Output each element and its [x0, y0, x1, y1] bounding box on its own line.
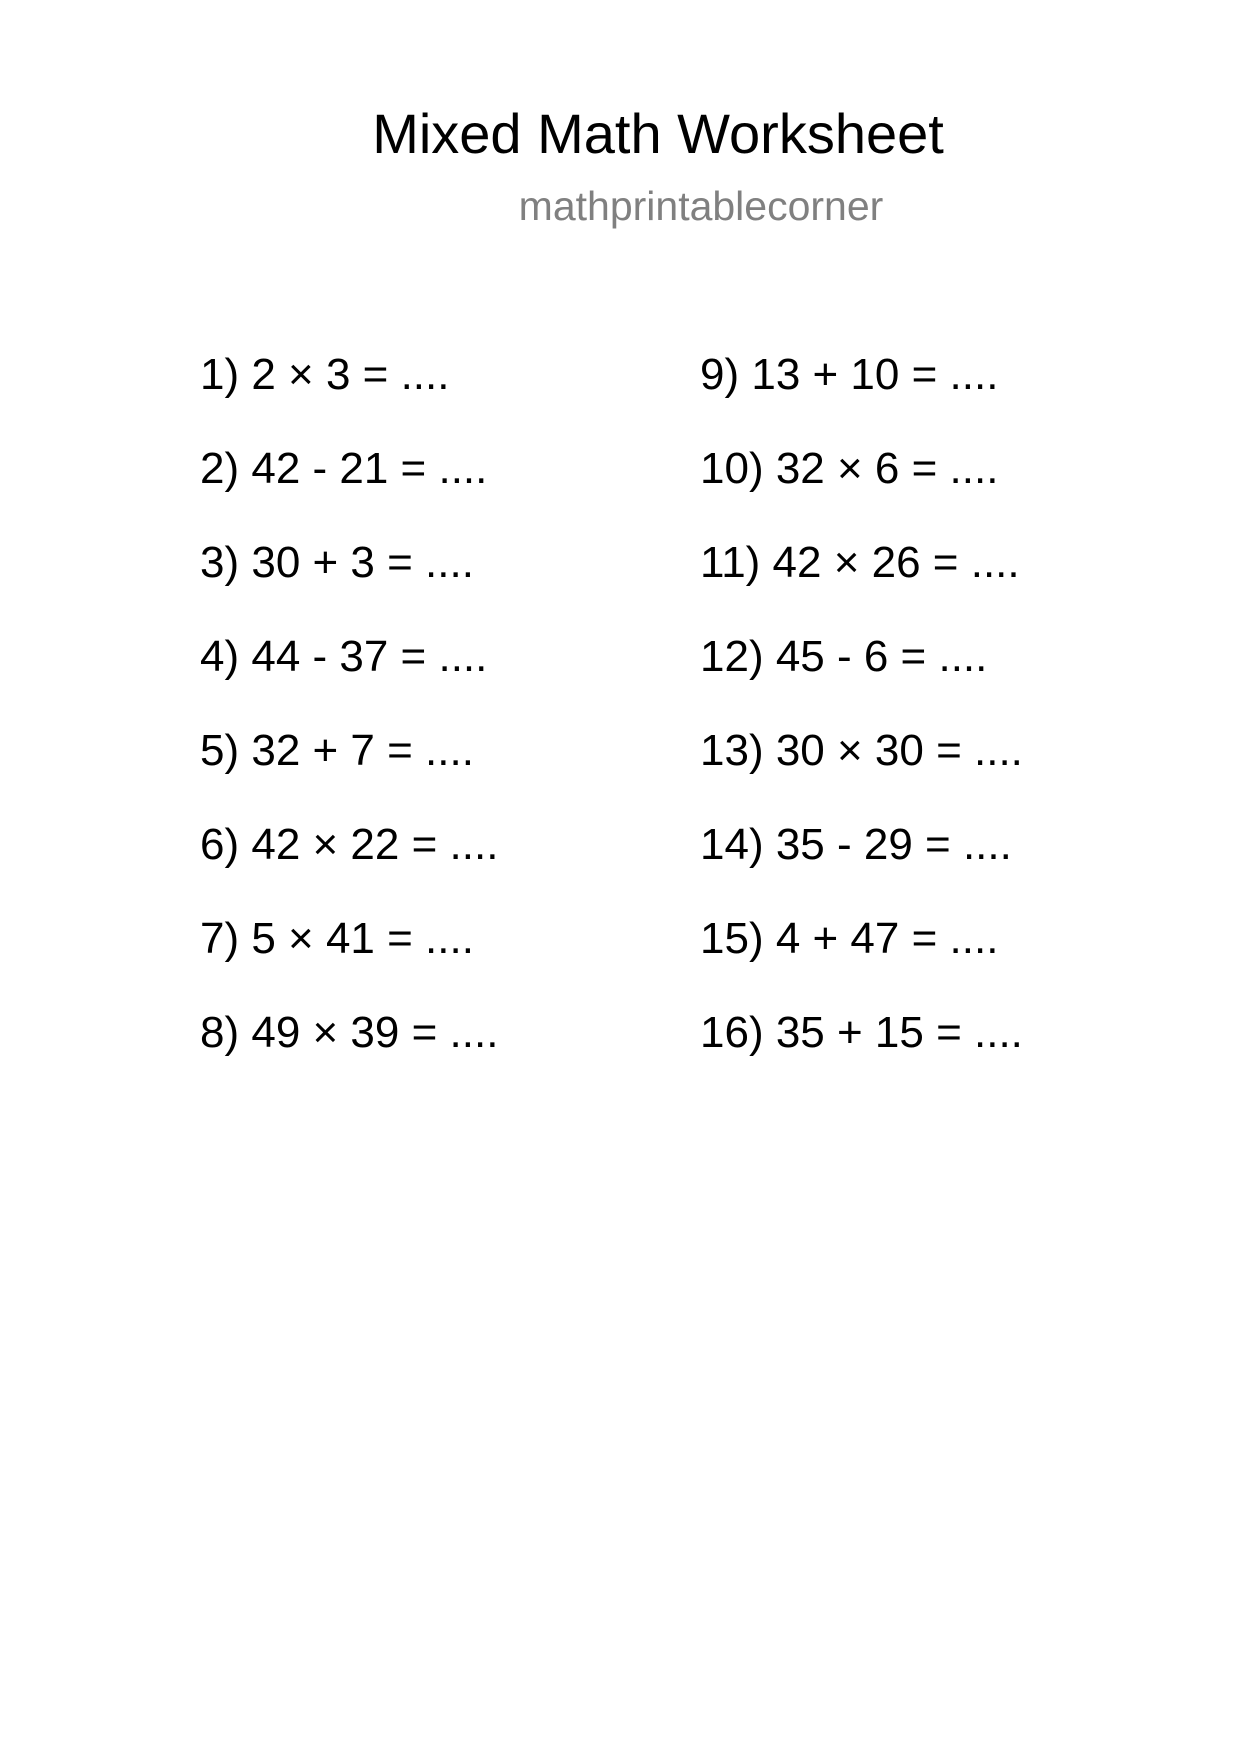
problem-8: 8) 49 × 39 = .... [200, 1008, 499, 1057]
problem-6: 6) 42 × 22 = .... [200, 820, 499, 869]
problem-5: 5) 32 + 7 = .... [200, 726, 474, 775]
problem-3: 3) 30 + 3 = .... [200, 538, 474, 587]
problem-16: 16) 35 + 15 = .... [700, 1008, 1023, 1057]
problem-11: 11) 42 × 26 = .... [700, 538, 1020, 587]
problem-13: 13) 30 × 30 = .... [700, 726, 1023, 775]
problem-12: 12) 45 - 6 = .... [700, 632, 988, 681]
problem-15: 15) 4 + 47 = .... [700, 914, 999, 963]
problem-10: 10) 32 × 6 = .... [700, 444, 999, 493]
problem-14: 14) 35 - 29 = .... [700, 820, 1012, 869]
problem-9: 9) 13 + 10 = .... [700, 350, 999, 399]
problem-2: 2) 42 - 21 = .... [200, 444, 488, 493]
problem-1: 1) 2 × 3 = .... [200, 350, 450, 399]
problem-7: 7) 5 × 41 = .... [200, 914, 474, 963]
page-title: Mixed Math Worksheet [372, 102, 944, 165]
page-subtitle: mathprintablecorner [518, 183, 884, 229]
problem-4: 4) 44 - 37 = .... [200, 632, 488, 681]
